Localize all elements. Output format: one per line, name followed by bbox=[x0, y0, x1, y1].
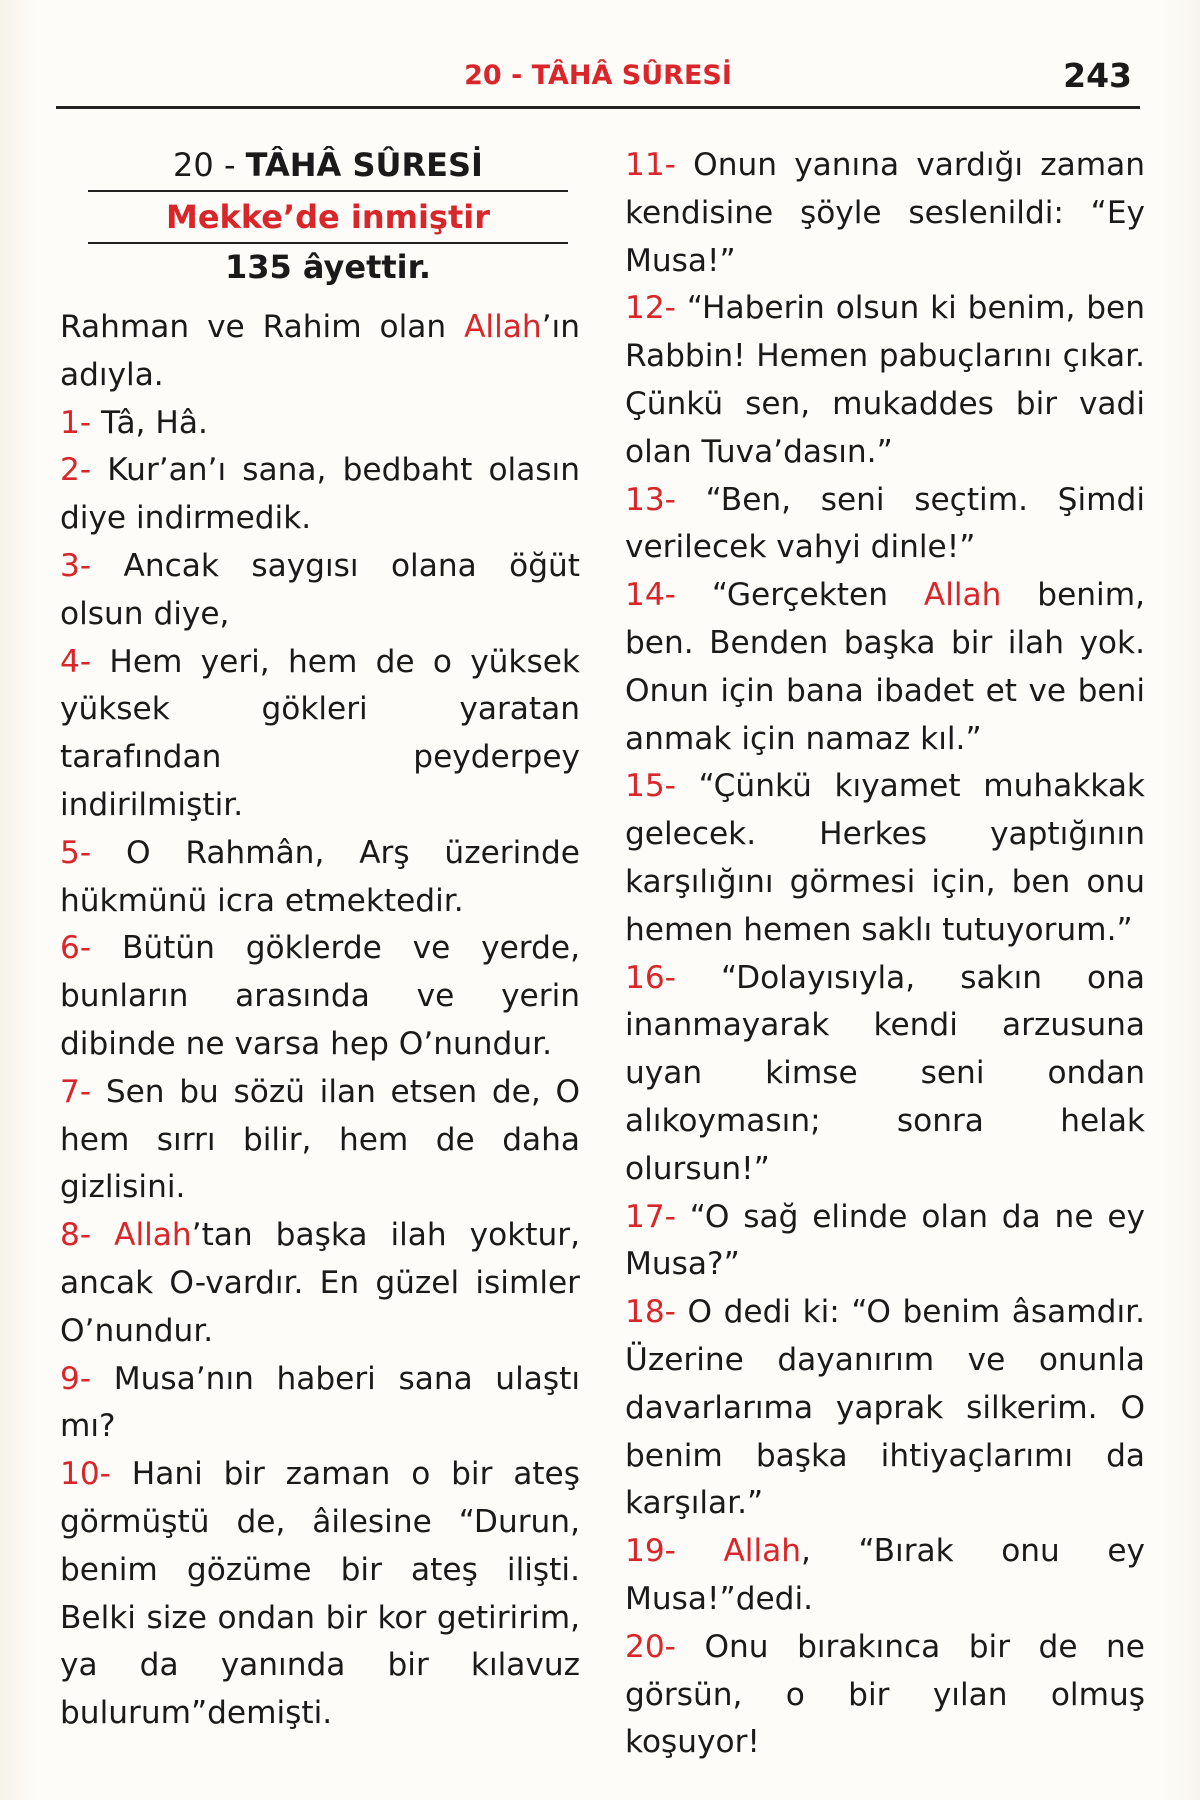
verse-number: 19- bbox=[625, 1533, 676, 1570]
verse-19 bbox=[625, 1528, 1145, 1624]
verse-text: , “Bırak onu ey Musa!”dedi. bbox=[625, 1533, 1145, 1617]
verse-4 bbox=[60, 639, 580, 830]
sura-verse-count: 135 âyettir. bbox=[224, 248, 432, 286]
verse-6 bbox=[60, 925, 580, 1068]
verse-17 bbox=[625, 1194, 1145, 1290]
left-column bbox=[60, 142, 580, 1738]
verse-5 bbox=[60, 830, 580, 926]
verse-text: Onu bırakınca bir de ne görsün, o bir yılan olmuş koşuyor! bbox=[625, 1628, 1145, 1761]
page-number: 243 bbox=[1063, 56, 1132, 95]
verse-number: 11- bbox=[625, 147, 676, 183]
verse-text: benim, ben. Benden başka bir ilah yok. Onun için bana ibadet et ve beni anmak için namaz kıl.” bbox=[625, 577, 1146, 757]
verse-text: Tâ, Hâ. bbox=[101, 404, 208, 441]
verse-13 bbox=[625, 477, 1145, 573]
verse-20 bbox=[625, 1624, 1145, 1767]
verse-allah: Allah bbox=[114, 1217, 192, 1254]
verse-text: Onun yanına vardığı zaman kendisine şöyle seslenildi: “Ey Musa!” bbox=[625, 147, 1145, 279]
verse-text: Hani bir zaman o bir ateş görmüştü de, âilesine “Durun, benim gözüme bir ateş ilişti. Belki size ondan bir kor getiririm, ya da yanında bir kılavuz bulurum”demişti. bbox=[60, 1456, 580, 1732]
basmala-after: ’ın adıyla. bbox=[60, 309, 580, 393]
verse-allah: Allah bbox=[923, 577, 1002, 614]
verse-number: 18- bbox=[625, 1294, 676, 1331]
sura-header bbox=[88, 142, 568, 290]
verse-number: 4- bbox=[60, 643, 92, 680]
verse-number: 15- bbox=[625, 768, 676, 805]
sura-title-name: TÂHÂ SÛRESİ bbox=[245, 146, 483, 184]
verse-text: Musa’nın haberi sana ulaştı mı? bbox=[60, 1360, 580, 1445]
verse-number: 6- bbox=[60, 930, 92, 967]
running-title: 20 - TÂHÂ SÛRESİ bbox=[464, 60, 732, 91]
verse-10 bbox=[60, 1451, 580, 1738]
verse-number: 14- bbox=[625, 577, 676, 614]
sura-title-prefix: 20 - bbox=[173, 146, 246, 184]
verse-15 bbox=[625, 763, 1145, 954]
verse-text: ’tan başka ilah yoktur, ancak O-vardır. En güzel isimler O’nundur. bbox=[60, 1217, 580, 1349]
verse-9 bbox=[60, 1356, 580, 1452]
verse-number: 16- bbox=[625, 959, 676, 996]
verse-number: 10- bbox=[60, 1456, 111, 1493]
verse-number: 17- bbox=[625, 1198, 676, 1235]
verse-8 bbox=[60, 1212, 580, 1355]
verse-text: Kur’an’ı sana, bedbaht olasın diye indirmedik. bbox=[60, 452, 580, 537]
verse-1 bbox=[60, 400, 580, 448]
verse-text: O Rahmân, Arş üzerinde hükmünü icra etmektedir. bbox=[60, 834, 580, 919]
verse-2 bbox=[60, 447, 580, 543]
verse-text: Hem yeri, hem de o yüksek yüksek gökleri yaratan tarafından peyderpey indirilmiştir. bbox=[60, 643, 580, 823]
verse-7 bbox=[60, 1069, 580, 1212]
right-column bbox=[625, 142, 1145, 1767]
verse-number: 1- bbox=[60, 404, 92, 441]
verse-number: 20- bbox=[625, 1628, 676, 1665]
verse-number: 12- bbox=[625, 290, 676, 327]
verse-text: “Dolayısıyla, sakın ona inanmayarak kendi arzusuna uyan kimse seni ondan alıkoymasın; sonra helak olursun!” bbox=[625, 959, 1145, 1187]
verse-text: Ancak saygısı olana öğüt olsun diye, bbox=[60, 547, 580, 632]
basmala bbox=[60, 304, 580, 400]
verse-text: “O sağ elinde olan da ne ey Musa?” bbox=[625, 1198, 1145, 1283]
verse-text: O dedi ki: “O benim âsamdır. Üzerine dayanırım ve onunla davarlarıma yaprak silkerim. O benim başka ihtiyaçlarımı da karşılar.” bbox=[625, 1294, 1145, 1522]
verse-number: 8- bbox=[60, 1217, 92, 1254]
verse-14 bbox=[625, 572, 1145, 763]
verse-text: “Haberin olsun ki benim, ben Rabbin! Hemen pabuçlarını çıkar. Çünkü sen, mukaddes bir vadi olan Tuva’dasın.” bbox=[625, 290, 1145, 470]
verse-text-before: “Gerçekten bbox=[711, 577, 924, 614]
sura-revealed: Mekke’de inmiştir bbox=[88, 192, 568, 244]
verse-number: 7- bbox=[60, 1073, 92, 1110]
verse-12 bbox=[625, 285, 1145, 476]
verse-number: 3- bbox=[60, 547, 92, 584]
verse-number: 5- bbox=[60, 834, 92, 871]
basmala-allah: Allah bbox=[464, 309, 542, 345]
verse-number: 9- bbox=[60, 1360, 92, 1397]
verse-11 bbox=[625, 142, 1145, 285]
basmala-before: Rahman ve Rahim olan bbox=[60, 309, 465, 345]
verse-16 bbox=[625, 955, 1145, 1194]
verse-number: 2- bbox=[60, 452, 92, 489]
sura-title bbox=[88, 142, 568, 192]
verse-allah: Allah bbox=[723, 1533, 802, 1570]
verse-text: Sen bu sözü ilan etsen de, O hem sırrı bilir, hem de daha gizlisini. bbox=[60, 1073, 580, 1206]
running-head bbox=[56, 52, 1140, 109]
verse-text: “Çünkü kıyamet muhakkak gelecek. Herkes yaptığının karşılığını görmesi için, ben onu hemen hemen saklı tutuyorum.” bbox=[625, 768, 1145, 948]
verse-3 bbox=[60, 543, 580, 639]
verse-text: “Ben, seni seçtim. Şimdi verilecek vahyi dinle!” bbox=[625, 481, 1145, 566]
verse-text: Bütün göklerde ve yerde, bunların arasında ve yerin dibinde ne varsa hep O’nundur. bbox=[60, 930, 580, 1062]
verse-18 bbox=[625, 1289, 1145, 1528]
verse-number: 13- bbox=[625, 481, 676, 518]
